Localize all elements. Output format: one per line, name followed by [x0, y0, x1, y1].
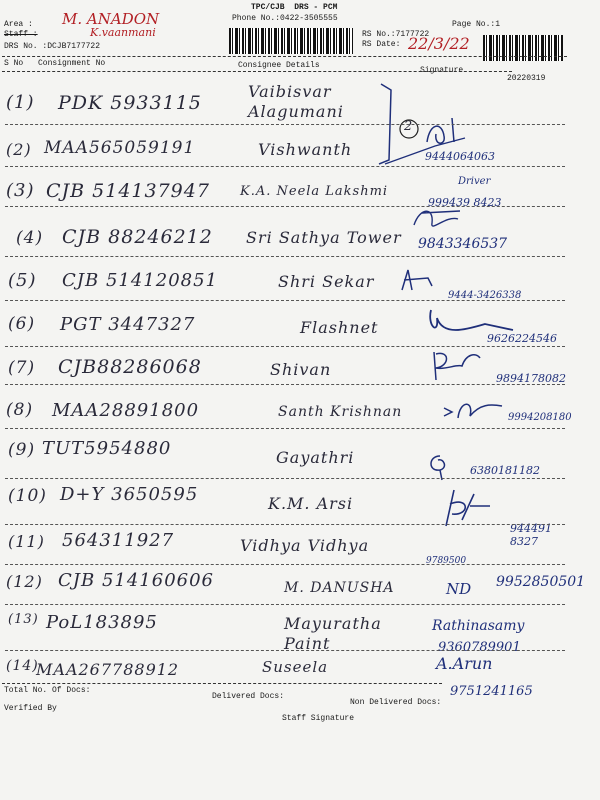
- consignment-number: CJB 514120851: [62, 270, 219, 291]
- consignee-name: K.M. Arsi: [268, 494, 354, 513]
- row-sno: (14): [6, 658, 39, 674]
- phone-number: 9843346537: [418, 236, 508, 252]
- consignee-name: Santh Krishnan: [278, 404, 403, 420]
- row-rule: [5, 524, 565, 525]
- signature-scribble-1: [422, 112, 472, 152]
- consignee-name: Vidhya Vidhya: [240, 536, 370, 555]
- row-rule: [5, 256, 565, 257]
- row-sno: (1): [6, 92, 35, 113]
- row-rule: [5, 124, 565, 125]
- row-rule: [5, 478, 565, 479]
- consignee-name: Sri Sathya Tower: [246, 228, 402, 247]
- staff-label: Staff :: [4, 30, 38, 39]
- phone-number: 9789500: [426, 556, 467, 566]
- consignee-name: Shivan: [270, 360, 332, 379]
- row-sno: (8): [6, 400, 34, 420]
- consignment-number: CJB88286068: [58, 356, 202, 378]
- consignment-number: TUT5954880: [42, 438, 172, 459]
- consignee-name: Vaibisvar Alagumani: [248, 82, 344, 121]
- row-sno: (11): [8, 532, 45, 551]
- phone-number: 9952850501: [496, 574, 586, 590]
- consignee-name: Vishwanth: [258, 140, 353, 159]
- row-sno: (2): [6, 140, 32, 159]
- phone-number: 9751241165: [450, 684, 533, 699]
- consignment-number: CJB 88246212: [62, 226, 213, 248]
- phone-number: 9626224546: [487, 332, 557, 345]
- row-sno: (5): [8, 270, 37, 291]
- consignee-name: Shri Sekar: [278, 272, 375, 291]
- signature-scribble-8: [440, 394, 510, 428]
- phone-number: 9444-3426338: [448, 290, 522, 301]
- consignment-number: PGT 3447327: [60, 314, 196, 335]
- signature-note: Rathinasamy: [432, 618, 525, 634]
- company-code: TPC/CJB DRS - PCM: [251, 3, 338, 12]
- row-rule: [5, 384, 565, 385]
- column-consignee: Consignee Details: [238, 61, 320, 70]
- consignee-name: Mayuratha Paint: [284, 614, 382, 653]
- phone-number: 944491 8327: [510, 522, 552, 548]
- signature-scribble-5: [398, 266, 438, 294]
- consignee-name: Suseela: [262, 658, 329, 676]
- consignment-number: 564311927: [62, 530, 175, 551]
- phone-number: 9360789901: [438, 640, 521, 655]
- consignment-number: PDK 5933115: [58, 92, 202, 114]
- area-label: Area :: [4, 20, 33, 29]
- consignee-name: Flashnet: [300, 318, 379, 337]
- signature-note: A.Arun: [436, 654, 493, 673]
- non-delivered-docs-label: Non Delivered Docs:: [350, 698, 442, 707]
- rs-date-value: 22/3/22: [408, 34, 470, 53]
- delivered-docs-label: Delivered Docs:: [212, 692, 285, 701]
- consignee-name: M. DANUSHA: [284, 580, 395, 596]
- column-signature: Signature: [420, 66, 464, 75]
- consignment-number: CJB 514160606: [58, 570, 215, 591]
- consignment-number: CJB 514137947: [46, 180, 210, 202]
- row-sno: (9): [8, 440, 36, 460]
- row-rule: [5, 206, 565, 207]
- drs-number: DRS No. :DCJB7177722: [4, 42, 101, 51]
- row-sno: (4): [16, 228, 44, 248]
- group-mark: 2: [404, 119, 414, 134]
- row-sno: (7): [8, 358, 36, 378]
- verified-by-label: Verified By: [4, 704, 57, 713]
- signature-scribble-4: [410, 205, 470, 235]
- barcode-left: [229, 28, 353, 54]
- row-rule: [5, 564, 565, 565]
- row-rule: [5, 604, 565, 605]
- column-consignment: Consignment No: [38, 59, 106, 68]
- row-rule: [5, 166, 565, 167]
- footer-rule: [2, 683, 442, 684]
- row-sno: (12): [6, 572, 43, 591]
- staff-signature-label: Staff Signature: [282, 714, 355, 723]
- consignment-number: MAA267788912: [36, 660, 180, 679]
- row-rule: [5, 300, 565, 301]
- total-docs-label: Total No. Of Docs:: [4, 686, 91, 695]
- row-rule: [5, 428, 565, 429]
- area-value: M. ANADON: [62, 10, 160, 28]
- header-rule: [2, 56, 567, 57]
- phone-number: 9994208180: [508, 412, 572, 423]
- row-sno: (3): [6, 180, 35, 201]
- signature-note: ND: [446, 580, 472, 598]
- phone-number: Phone No.:0422-3505555: [232, 14, 338, 23]
- page-number: Page No.:1: [452, 20, 501, 29]
- row-sno: (13): [8, 612, 39, 627]
- staff-value: K.vaanmani: [90, 26, 156, 39]
- column-sno: S No: [4, 59, 24, 68]
- consignment-number: D+Y 3650595: [60, 484, 199, 505]
- consignee-name: K.A. Neela Lakshmi: [240, 184, 389, 199]
- row-sno: (10): [8, 486, 47, 506]
- row-sno: (6): [8, 314, 36, 334]
- row-rule: [5, 650, 565, 651]
- signature-note: Driver: [458, 176, 491, 187]
- phone-number: 9444064063: [425, 150, 495, 163]
- date-code: 20220319: [507, 74, 546, 83]
- rs-number: RS No.:7177722: [362, 30, 430, 39]
- consignment-number: MAA565059191: [44, 138, 196, 158]
- rs-date-label: RS Date:: [362, 40, 401, 49]
- phone-number: 999439 8423: [428, 196, 502, 209]
- phone-number: 9894178082: [496, 372, 566, 385]
- column-rule: [2, 71, 512, 72]
- signature-scribble-7: [430, 344, 485, 386]
- consignment-number: MAA28891800: [52, 400, 200, 421]
- consignment-number: PoL183895: [46, 612, 158, 633]
- barcode-right: [483, 35, 563, 61]
- phone-number: 6380181182: [470, 464, 540, 477]
- consignee-name: Gayathri: [276, 448, 355, 467]
